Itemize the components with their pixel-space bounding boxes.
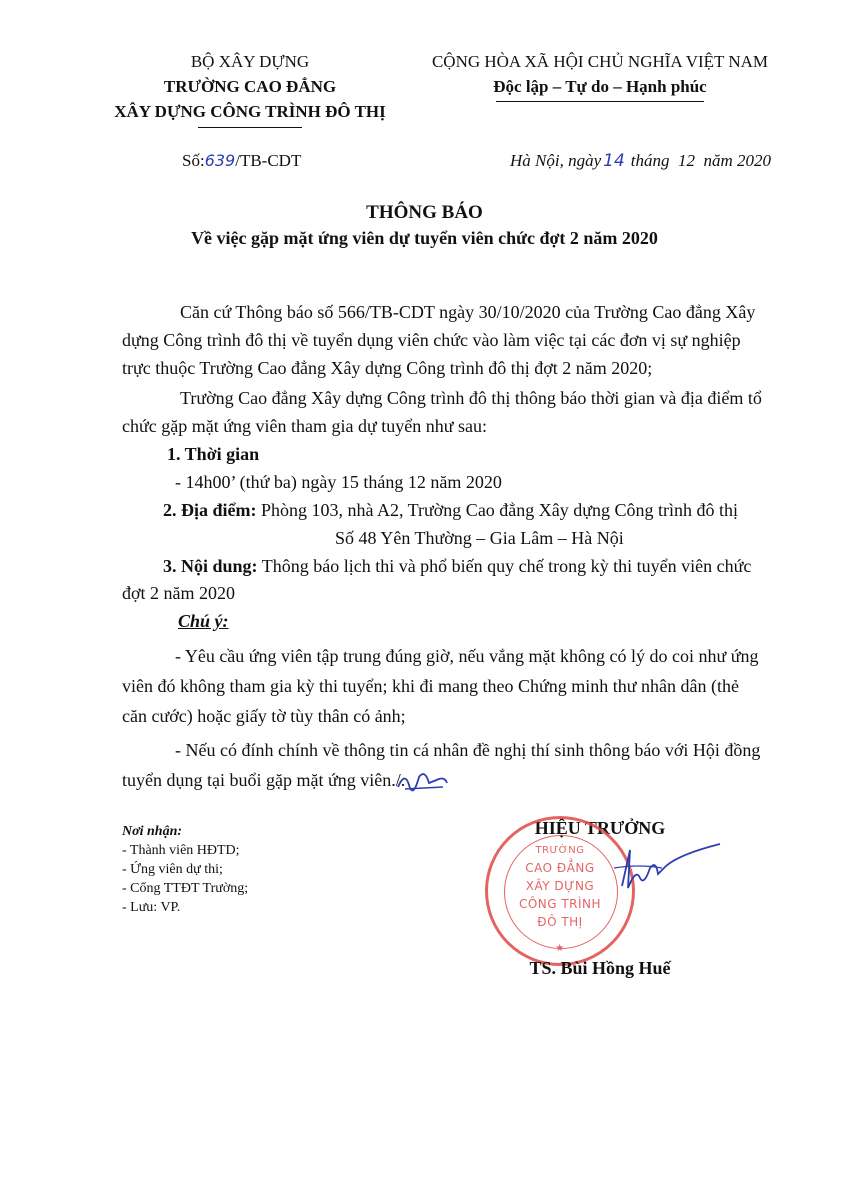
- date-line: [510, 151, 771, 171]
- seal-text: ĐÔ THỊ: [537, 915, 583, 929]
- notice-title: THÔNG BÁO: [366, 202, 483, 223]
- recipients-item: - Thành viên HĐTD;: [122, 843, 240, 858]
- seal-text: CAO ĐẲNG: [525, 861, 595, 875]
- ministry-name: BỘ XÂY DỰNG: [190, 52, 310, 71]
- note2-line1: - Nếu có đính chính về thông tin cá nhân đề nghị thí sinh thông báo với Hội đồng: [175, 740, 761, 760]
- seal-text: TRƯỜNG: [535, 845, 585, 856]
- recipients-item: - Cổng TTĐT Trường;: [122, 881, 249, 896]
- doc-number-handwritten: 639: [204, 151, 236, 170]
- section3-line2: đợt 2 năm 2020: [122, 583, 236, 603]
- recipients-item: - Ứng viên dự thi;: [122, 862, 223, 877]
- section1-item: - 14h00’ (thứ ba) ngày 15 tháng 12 năm 2020: [175, 472, 502, 492]
- seal-text: XÂY DỰNG: [525, 879, 595, 893]
- seal-text: CÔNG TRÌNH: [518, 897, 602, 911]
- note1-line2: viên đó không tham gia kỳ thi tuyển; khi đi mang theo Chứng minh thư nhân dân (thẻ: [122, 676, 739, 696]
- section1-heading: 1. Thời gian: [167, 444, 260, 464]
- section3-text: Thông báo lịch thi và phổ biến quy chế trong kỳ thi tuyển viên chức: [261, 556, 752, 576]
- date-prefix: Hà Nội, ngày: [510, 151, 602, 170]
- date-suffix: tháng 12 năm 2020: [630, 151, 772, 170]
- section2-line2: Số 48 Yên Thường – Gia Lâm – Hà Nội: [335, 528, 624, 548]
- note1-line1: - Yêu cầu ứng viên tập trung đúng giờ, nếu vắng mặt không có lý do coi như ứng: [175, 646, 759, 666]
- handwritten-signature-icon: [600, 838, 730, 898]
- recipients-heading: Nơi nhận:: [122, 824, 183, 839]
- document-number: [182, 151, 301, 171]
- seal-star-icon: ★: [555, 943, 565, 954]
- school-name-line1: TRƯỜNG CAO ĐẲNG: [163, 77, 337, 96]
- para1-line1: Căn cứ Thông báo số 566/TB-CDT ngày 30/10/2020 của Trường Cao đẳng Xây: [180, 302, 756, 322]
- motto: Độc lập – Tự do – Hạnh phúc: [493, 77, 707, 96]
- note-heading: Chú ý:: [178, 611, 229, 631]
- section2-text: Phòng 103, nhà A2, Trường Cao đẳng Xây dựng Công trình đô thị: [261, 500, 739, 520]
- section3-heading: 3. Nội dung:: [163, 556, 258, 576]
- section3-line1: [163, 551, 751, 581]
- section2-heading: 2. Địa điểm:: [163, 500, 257, 520]
- para1-line2: dựng Công trình đô thị về tuyển dụng viên chức vào làm việc tại các đơn vị sự nghiệp: [122, 330, 741, 350]
- para2-line2: chức gặp mặt ứng viên tham gia dự tuyển như sau:: [122, 416, 487, 436]
- school-name-line2: XÂY DỰNG CÔNG TRÌNH ĐÔ THỊ: [114, 102, 386, 121]
- signer-name: TS. Bùi Hồng Huế: [529, 958, 671, 978]
- signer-title: HIỆU TRƯỞNG: [534, 818, 666, 838]
- initial-mark-icon: [395, 767, 451, 793]
- note1-line3: căn cước) hoặc giấy tờ tùy thân có ảnh;: [122, 706, 406, 726]
- para2-line1: Trường Cao đẳng Xây dựng Công trình đô thị thông báo thời gian và địa điểm tổ: [180, 388, 762, 408]
- country-name: CỘNG HÒA XÃ HỘI CHỦ NGHĨA VIỆT NAM: [431, 52, 769, 71]
- section2-line1: [163, 495, 738, 525]
- doc-number-prefix: Số:: [182, 151, 205, 170]
- doc-number-suffix: /TB-CDT: [235, 151, 302, 170]
- notice-subtitle: Về việc gặp mặt ứng viên dự tuyển viên chức đợt 2 năm 2020: [191, 228, 658, 248]
- note2-line2: tuyển dụng tại buổi gặp mặt ứng viên./.: [122, 770, 406, 790]
- date-handwritten-day: 14: [603, 151, 625, 171]
- header-left-underline: [198, 127, 302, 128]
- motto-underline: [496, 101, 704, 102]
- recipients-item: - Lưu: VP.: [122, 900, 181, 915]
- para1-line3: trực thuộc Trường Cao đẳng Xây dựng Công trình đô thị đợt 2 năm 2020;: [122, 358, 653, 378]
